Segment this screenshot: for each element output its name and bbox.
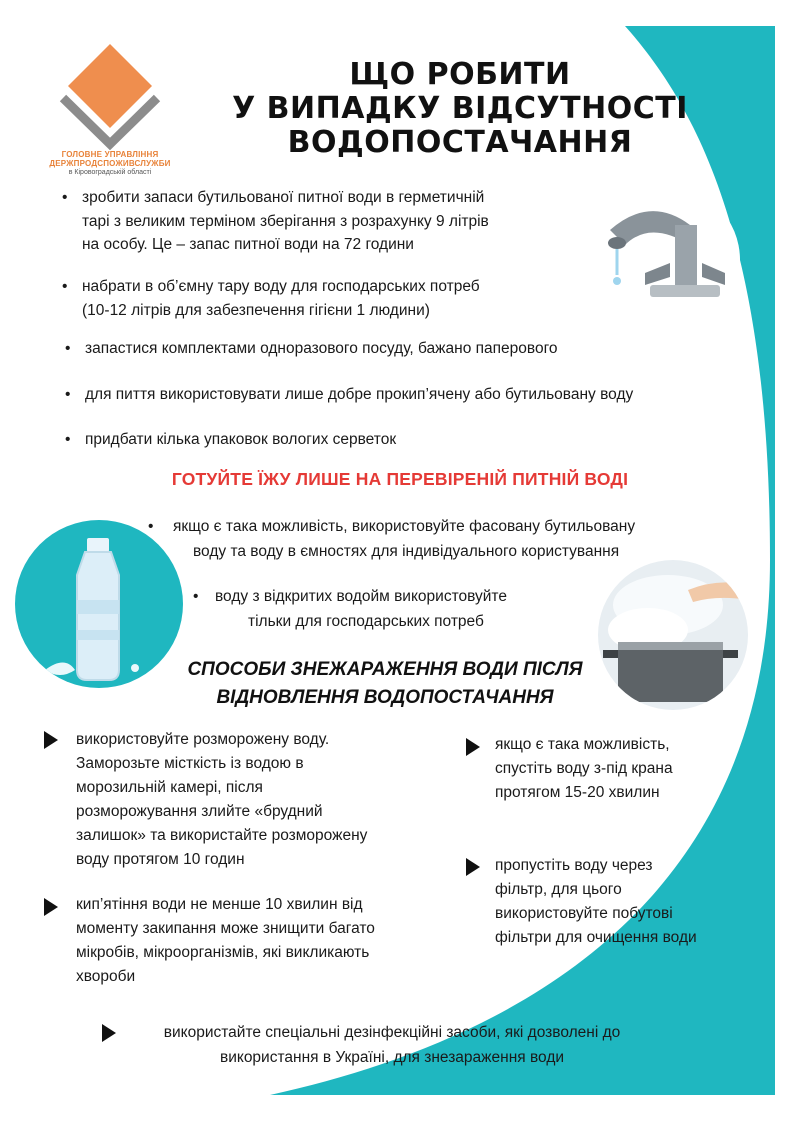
page-title xyxy=(230,58,690,160)
method-2-line-1: кип’ятіння води не менше 10 хвилин від xyxy=(76,896,363,913)
arrow-right-icon xyxy=(44,898,58,916)
warning-heading: ГОТУЙТЕ ЇЖУ ЛИШЕ НА ПЕРЕВІРЕНІЙ ПИТНІЙ ВОДІ xyxy=(171,469,629,489)
bullet-2-line-2: (10-12 літрів для забезпечення гігієни 1 людини) xyxy=(82,301,430,319)
title-line-1: ЩО РОБИТИ xyxy=(349,57,571,92)
method-4-line-1: пропустіть воду через xyxy=(495,857,653,874)
water-bottle-image xyxy=(15,520,183,688)
bullet-1-line-3: на особу. Це – запас питної води на 72 години xyxy=(82,236,414,253)
method-3-line-2: спустіть воду з-під крана xyxy=(495,760,673,777)
bullet-1-line-1: зробити запаси бутильованої питної води в герметичній xyxy=(82,189,485,206)
bullet-dot: • xyxy=(62,278,68,295)
bullet-dot: • xyxy=(193,588,199,605)
bullet-2-line-1: набрати в об’ємну тару воду для господарських потреб xyxy=(82,278,480,295)
food-bullet-1-line-1: якщо є така можливість, використовуйте фасовану бутильовану xyxy=(173,518,636,535)
logo-line-2: ДЕРЖПРОДСПОЖИВСЛУЖБИ xyxy=(49,159,171,168)
method-boiling xyxy=(76,893,424,989)
method-4-line-2: фільтр, для цього xyxy=(495,881,622,898)
boiling-pot-image xyxy=(598,560,748,710)
title-line-2: У ВИПАДКУ ВІДСУТНОСТІ xyxy=(232,91,688,126)
method-1-line-4: розморожування злийте «брудний xyxy=(76,803,323,820)
bullet-dot: • xyxy=(65,431,71,448)
bottle-icon xyxy=(15,520,183,688)
bullet-dot: • xyxy=(62,189,68,206)
food-bullet-1-line-2: воду та воду в ємностях для індивідуального користування xyxy=(193,543,620,560)
method-4-line-3: використовуйте побутові xyxy=(495,905,673,922)
method-1-line-5: залишок» та використайте розморожену xyxy=(76,827,368,844)
method-1-line-3: морозильній камері, після xyxy=(76,779,263,796)
method-frozen-water xyxy=(76,728,424,872)
method-5-line-1: використайте спеціальні дезінфекційні засоби, які дозволені до xyxy=(163,1024,621,1041)
bullet-4-line-1: для пиття використовувати лише добре прокип’ячену або бутильовану воду xyxy=(85,386,634,403)
method-tap xyxy=(495,733,745,805)
arrow-right-icon xyxy=(44,731,58,749)
bullet-dot: • xyxy=(65,340,71,357)
method-1-line-1: використовуйте розморожену воду. xyxy=(76,731,330,748)
method-2-line-4: хвороби xyxy=(76,968,136,985)
method-3-line-1: якщо є така можливість, xyxy=(495,736,670,753)
logo-emblem-icon xyxy=(55,40,165,150)
title-line-3: ВОДОПОСТАЧАННЯ xyxy=(287,125,633,160)
method-disinfectant xyxy=(122,1020,662,1070)
method-2-line-3: мікробів, мікроорганізмів, які викликають xyxy=(76,944,370,961)
method-1-line-6: воду протягом 10 годин xyxy=(76,851,245,868)
logo-line-3: в Кіровоградській області xyxy=(68,169,152,176)
method-4-line-4: фільтри для очищення води xyxy=(495,929,697,946)
pot-icon xyxy=(598,560,748,710)
faucet-image xyxy=(590,185,740,335)
bullet-dot: • xyxy=(148,518,154,535)
subtitle-line-2: ВІДНОВЛЕННЯ ВОДОПОСТАЧАННЯ xyxy=(216,687,554,708)
method-1-line-2: Заморозьте місткість із водою в xyxy=(76,755,304,772)
bullet-1-line-2: тарі з великим терміном зберігання з розрахунку 9 літрів xyxy=(82,212,489,230)
method-3-line-3: протягом 15-20 хвилин xyxy=(495,784,660,801)
faucet-icon xyxy=(590,185,740,335)
method-5-line-2: використання в Україні, для знезараження води xyxy=(219,1049,565,1066)
method-filter xyxy=(495,854,740,950)
logo-line-1: ГОЛОВНЕ УПРАВЛІННЯ xyxy=(61,150,159,159)
arrow-right-icon xyxy=(466,858,480,876)
logo xyxy=(40,40,180,180)
food-bullet-2-line-2: тільки для господарських потреб xyxy=(248,613,484,630)
bullet-3-line-1: запастися комплектами одноразового посуду, бажано паперового xyxy=(85,340,558,357)
food-bullet-2-line-1: воду з відкритих водойм використовуйте xyxy=(215,588,507,605)
subtitle-line-1: СПОСОБИ ЗНЕЖАРАЖЕННЯ ВОДИ ПІСЛЯ xyxy=(187,659,583,680)
method-2-line-2: моменту закипання може знищити багато xyxy=(76,920,375,937)
bullet-dot: • xyxy=(65,386,71,403)
bullet-5-line-1: придбати кілька упаковок вологих серветок xyxy=(85,431,397,448)
arrow-right-icon xyxy=(466,738,480,756)
subtitle xyxy=(175,656,595,712)
arrow-right-icon xyxy=(102,1024,116,1042)
